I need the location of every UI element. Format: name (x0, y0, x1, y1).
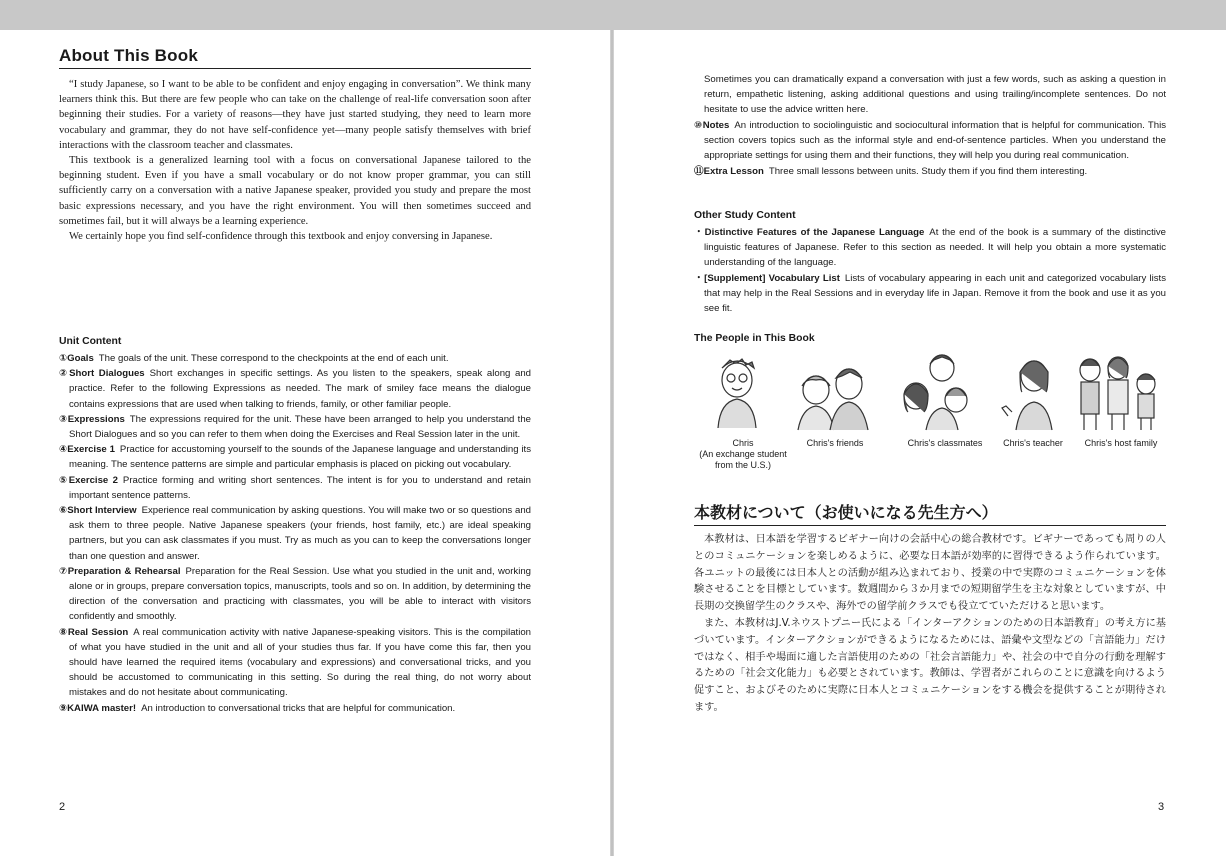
japanese-body (694, 532, 1166, 717)
caption-friends: Chris's friends (806, 438, 864, 448)
list-item: ②Short Dialogues Short exchanges in specific settings. As you listen to the speakers, speak along and practice. Refer to the following Expressions as needed. The mark of smiley face means the dialogue contains expressions that are used when talking to friends, family, or other familiar people. (59, 368, 532, 410)
caption-host-family: Chris's host family (1084, 438, 1158, 448)
page-number-right: 3 (1158, 801, 1165, 813)
japanese-paragraph: 本教材は、日本語を学習するビギナー向けの会話中心の総合教材です。ビギナーであっても周りの人とのコミュニケーションを楽しめるように、必要な日本語が効率的に習得できるよう作られています。各ユニットの最後には日本人との活動が組み込まれており、授業の中で実際のコミュニケーションを体験させることを目標としています。数週間から３か月までの短期留学生を主な対象としていますが、中長期の交換留学生のクラスや、海外での留学前クラスでも役立てていただけると思います。 (694, 534, 1166, 613)
page-number-left: 2 (59, 801, 66, 813)
list-item: ⑤Exercise 2 Practice forming and writing short sentences. The intent is for you to understand and retain important sentence patterns. (59, 474, 531, 501)
list-item: ③Expressions The expressions required for the unit. These have been arranged to help you understand the Short Dialogues and so you can refer to them when doing the Exercises and Real Session later in the unit. (59, 413, 531, 441)
chris-illustration (718, 359, 756, 428)
list-item: ⑩Notes An introduction to sociolinguistic and sociocultural information that is helpful for communication. This section covers topics such as the informal style and end-of-sentence particles. When you understand the appropriate settings for using them and their functions, they will help you during real communication. (694, 120, 1167, 162)
japanese-section-title: 本教材について（お使いになる先生方へ） (694, 500, 1166, 526)
japanese-paragraph: また、本教材はJ.V.ネウストプニー氏による「インターアクションのための日本語教育」の考え方に基づいています。インターアクションができるようになるためには、語彙や文型などの「言語能力」だけではなく、相手や場面に適した言語使用のための「社会言語能力」や、社会の中で自分の行動を理解するための「社会文化能力」も必要とされています。教師は、学習者がこれらのことに意識を向けるよう促すこと、およびそのために実際に日本人とコミュニケーションをする機会を提供することが期待されます。 (694, 617, 1166, 713)
other-content-heading: Other Study Content (694, 210, 796, 221)
caption-chris: Chris (An exchange student from the U.S.) (699, 438, 787, 470)
list-item: ⑪Extra Lesson Three small lessons between units. Study them if you find them interesting. (694, 165, 1088, 177)
friends-illustration (798, 369, 868, 430)
list-item: ④Exercise 1 Practice for accustoming yourself to the sounds of the Japanese language and understanding its meaning. The sentence patterns are simple and particular emphasis is placed on picking out vocabulary. (59, 444, 531, 471)
list-item: ・Distinctive Features of the Japanese Language At the end of the book is a summary of the distinctive linguistic features of Japanese. Refer to this section as needed. It will help you obtain a more systematic understanding of the language. (694, 227, 1167, 269)
list-item: ⑥Short Interview Experience real communication by asking questions. You will make two or so questions and ask them to three people. Native Japanese speakers (your friends, host family, etc.) are ideal speaking partners, but you can ask classmates if you must. Try as much as you can to keep the conversations longer than one question and answer. (59, 505, 531, 562)
viewer-top-bar (0, 0, 1226, 30)
host-family-illustration (1080, 357, 1155, 430)
list-item: ⑨KAIWA master! An introduction to conversational tricks that are helpful for communication. (59, 702, 456, 714)
intro-text (59, 77, 531, 244)
list-item: ・[Supplement] Vocabulary List Lists of vocabulary appearing in each unit and categorized vocabulary lists that may help in the Real Sessions and in everyday life in Japan. Remove it from the book and use it as you see fit. (694, 272, 1167, 315)
list-item: ①Goals The goals of the unit. These correspond to the checkpoints at the end of each unit. (59, 353, 449, 364)
list-item: ⑦Preparation & Rehearsal Preparation for the Real Session. Use what you studied in the unit and, working alone or in groups, prepare conversation topics, manuscripts, tools and so on. In addition, by determining the direction of the conversation and practicing with classmates, you will be able to interact with visitors confidently and smoothly. (59, 565, 532, 623)
continuation-text: Sometimes you can dramatically expand a conversation with just a few words, such as asking a question in return, empathetic listening, asking additional questions and using trailing/incomplete sentences. Do not hesitate to use the advice written here. (704, 74, 1166, 116)
classmates-illustration (904, 355, 967, 430)
teacher-illustration (1002, 361, 1052, 430)
unit-content-list (59, 351, 531, 716)
caption-classmates: Chris's classmates (907, 438, 983, 448)
intro-paragraph: This textbook is a generalized learning tool with a focus on conversational Japanese tailored to the beginning student. Even if you have a small vocabulary or do not know proper grammar, you can still sufficiently carry on a conversation with a native Japanese speaker, provided you study and prepare the most basic expressions necessary, and you have the right environment. You will then sometimes succeed and sometimes fail, but it will always be a learning experience. (59, 155, 531, 227)
people-illustration (694, 350, 1166, 432)
page-title: About This Book (59, 46, 531, 69)
other-content-list (694, 225, 1166, 316)
caption-teacher: Chris's teacher (1003, 438, 1063, 448)
list-item: ⑧Real Session A real communication activity with native Japanese-speaking visitors. This is the compilation of what you have studied in the unit and all of your studies thus far. If you have come this far, then you should have learned the required items (vocabulary and expressions) and conversational tricks, and you should be accustomed to communicating in this setting. So during the real thing, do not worry about mistakes and do not hesitate about communicating. (59, 626, 532, 699)
people-heading: The People in This Book (694, 333, 815, 344)
intro-paragraph: We certainly hope you find self-confidence through this textbook and enjoy conversing in Japanese. (69, 231, 493, 243)
intro-paragraph: “I study Japanese, so I want to be able to be confident and enjoy engaging in conversation”. We think many learners think this. But there are few people who can take on the challenge of real-life conversation soon after beginning their studies. For a variety of reasons—they have just started studying, they need to learn more vocabulary and grammar, they do not have self-confidence yet—many people satisfy themselves with brief interactions with the classroom teacher and classmates. (59, 79, 531, 151)
unit-content-heading: Unit Content (59, 336, 122, 347)
unit-content-list-cont (694, 118, 1166, 179)
